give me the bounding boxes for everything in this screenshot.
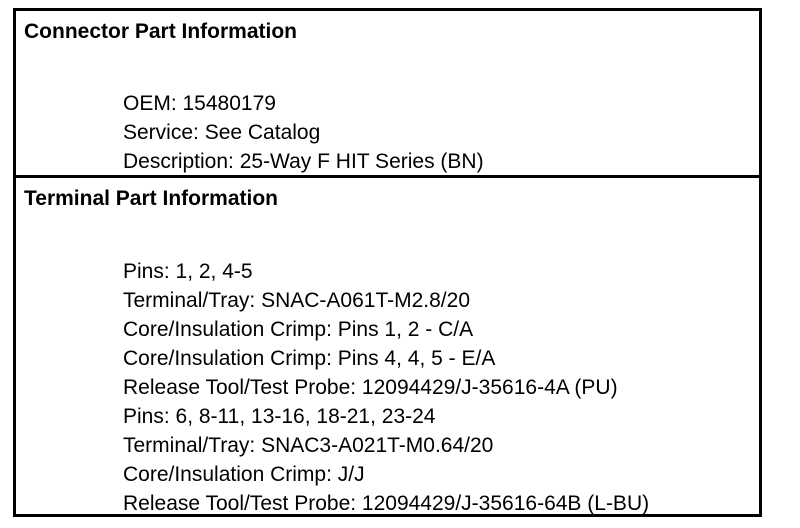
terminal-part-header: Terminal Part Information xyxy=(24,187,278,210)
terminal-pins-line: Pins: 6, 8-11, 13-16, 18-21, 23-24 xyxy=(123,405,436,428)
terminal-crimp-line: Core/Insulation Crimp: J/J xyxy=(123,463,365,486)
terminal-tray-line: Terminal/Tray: SNAC-A061T-M2.8/20 xyxy=(123,289,471,312)
connector-part-section xyxy=(16,11,759,178)
terminal-pins-line: Pins: 1, 2, 4-5 xyxy=(123,260,253,283)
connector-oem-line: OEM: 15480179 xyxy=(123,92,276,115)
part-information-table xyxy=(13,8,762,517)
connector-service-line: Service: See Catalog xyxy=(123,121,321,144)
terminal-release-tool-line: Release Tool/Test Probe: 12094429/J-35616-64B (L-BU) xyxy=(123,492,650,515)
terminal-tray-line: Terminal/Tray: SNAC3-A021T-M0.64/20 xyxy=(123,434,494,457)
terminal-crimp-line: Core/Insulation Crimp: Pins 1, 2 - C/A xyxy=(123,318,474,341)
terminal-release-tool-line: Release Tool/Test Probe: 12094429/J-35616-4A (PU) xyxy=(123,376,618,399)
terminal-part-lines xyxy=(24,257,759,518)
terminal-part-section xyxy=(16,178,759,518)
connector-part-lines xyxy=(24,89,759,176)
connector-part-header: Connector Part Information xyxy=(24,20,298,43)
terminal-crimp-line: Core/Insulation Crimp: Pins 4, 4, 5 - E/A xyxy=(123,347,496,370)
connector-description-line: Description: 25-Way F HIT Series (BN) xyxy=(123,150,484,173)
